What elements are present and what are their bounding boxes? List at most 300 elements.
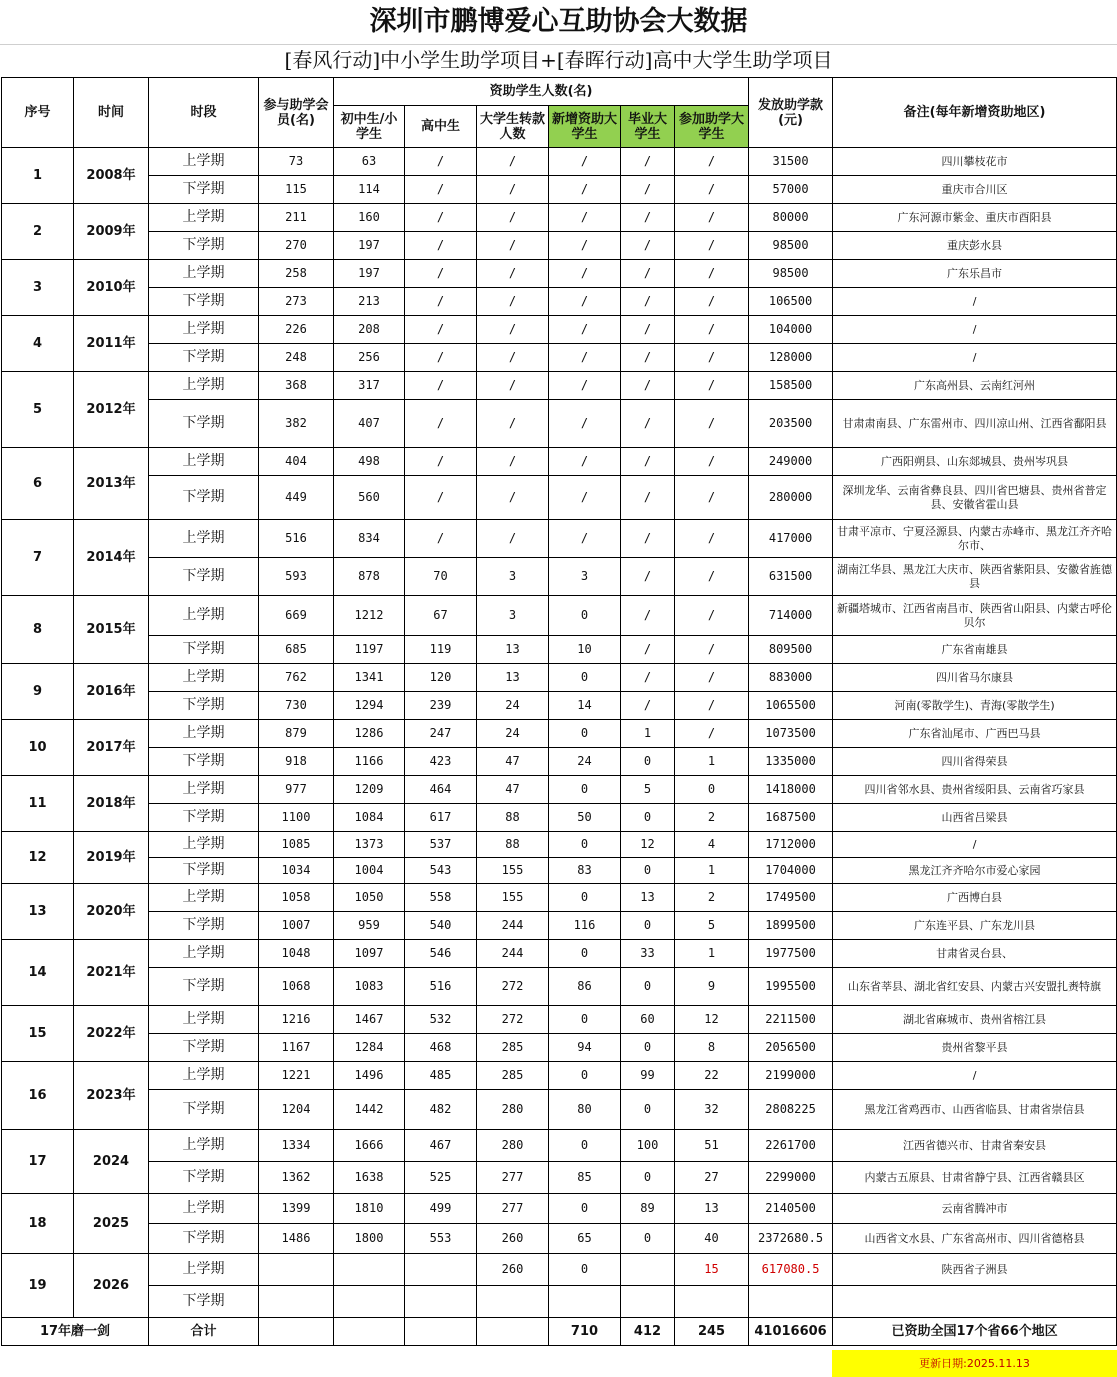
cell-high: 482 [405, 1090, 477, 1130]
updated-date: 更新日期:2025.11.13 [832, 1350, 1117, 1377]
table-row [2, 776, 1117, 804]
cell-index: 15 [2, 1006, 74, 1062]
cell-uni-transfer: 24 [477, 720, 549, 748]
cell-joined: / [675, 232, 749, 260]
cell-members: 73 [259, 148, 334, 176]
cell-new-uni: 3 [549, 558, 621, 596]
cell-primary: 1212 [334, 596, 405, 636]
cell-note: 重庆彭水县 [833, 232, 1117, 260]
table-row [2, 448, 1117, 476]
cell-high: 540 [405, 912, 477, 940]
cell-uni-transfer: 260 [477, 1224, 549, 1254]
cell-graduated: / [621, 372, 675, 400]
cell-graduated: / [621, 288, 675, 316]
table-row [2, 1062, 1117, 1090]
cell-period: 上学期 [149, 664, 259, 692]
cell-uni-transfer: 3 [477, 596, 549, 636]
cell-year: 2008年 [74, 148, 149, 204]
cell-members: 382 [259, 400, 334, 448]
cell-high: 516 [405, 968, 477, 1006]
cell-year: 2020年 [74, 884, 149, 940]
header-graduated: 毕业大学生 [621, 106, 675, 148]
cell-note: / [833, 288, 1117, 316]
cell-note: 四川省邻水县、贵州省绥阳县、云南省巧家县 [833, 776, 1117, 804]
cell-note: 贵州省黎平县 [833, 1034, 1117, 1062]
cell-joined: 9 [675, 968, 749, 1006]
cell-funds: 417000 [749, 520, 833, 558]
table-row [2, 1224, 1117, 1254]
cell-high: / [405, 476, 477, 520]
table-row [2, 596, 1117, 636]
cell-joined: / [675, 204, 749, 232]
cell-index: 11 [2, 776, 74, 832]
cell-year: 2019年 [74, 832, 149, 884]
cell-members: 115 [259, 176, 334, 204]
cell-uni-transfer: 260 [477, 1254, 549, 1286]
cell-new-uni: 0 [549, 1130, 621, 1162]
cell-primary: 208 [334, 316, 405, 344]
cell-note: 广东省南雄县 [833, 636, 1117, 664]
cell-primary: 197 [334, 232, 405, 260]
cell-high: 467 [405, 1130, 477, 1162]
cell-members: 1204 [259, 1090, 334, 1130]
cell-period: 上学期 [149, 260, 259, 288]
cell-year: 2023年 [74, 1062, 149, 1130]
cell-note: 广东省汕尾市、广西巴马县 [833, 720, 1117, 748]
cell-new-uni: / [549, 476, 621, 520]
table-row [2, 912, 1117, 940]
cell-funds: 1995500 [749, 968, 833, 1006]
cell-note: 江西省德兴市、甘肃省秦安县 [833, 1130, 1117, 1162]
cell-members: 1100 [259, 804, 334, 832]
cell-members: 273 [259, 288, 334, 316]
cell-graduated: / [621, 476, 675, 520]
cell-members [259, 1254, 334, 1286]
cell-new-uni: 86 [549, 968, 621, 1006]
cell-note: 内蒙古五原县、甘肃省静宁县、江西省赣县区 [833, 1162, 1117, 1194]
cell-high: 67 [405, 596, 477, 636]
cell-joined: 1 [675, 940, 749, 968]
cell-high [405, 1254, 477, 1286]
cell-note: 深圳龙华、云南省彝良县、四川省巴塘县、贵州省普定县、安徽省霍山县 [833, 476, 1117, 520]
cell-primary: 1442 [334, 1090, 405, 1130]
cell-funds: 80000 [749, 204, 833, 232]
cell-high: / [405, 400, 477, 448]
cell-joined: 32 [675, 1090, 749, 1130]
cell-year: 2021年 [74, 940, 149, 1006]
cell-period: 下学期 [149, 968, 259, 1006]
cell-members: 1034 [259, 858, 334, 884]
cell-uni-transfer: / [477, 448, 549, 476]
header-high: 高中生 [405, 106, 477, 148]
header-new-uni: 新增资助大学生 [549, 106, 621, 148]
cell-period: 上学期 [149, 148, 259, 176]
cell-high: 525 [405, 1162, 477, 1194]
cell-index: 1 [2, 148, 74, 204]
cell-graduated: 0 [621, 968, 675, 1006]
table-row [2, 804, 1117, 832]
cell-joined: / [675, 520, 749, 558]
cell-new-uni: 10 [549, 636, 621, 664]
cell-period: 下学期 [149, 1286, 259, 1318]
cell-high: 464 [405, 776, 477, 804]
cell-graduated: 60 [621, 1006, 675, 1034]
cell-uni-transfer: 88 [477, 804, 549, 832]
cell-joined: 1 [675, 748, 749, 776]
cell-funds: 1065500 [749, 692, 833, 720]
cell-members: 977 [259, 776, 334, 804]
cell-funds: 1418000 [749, 776, 833, 804]
cell-high: 119 [405, 636, 477, 664]
cell-primary: 498 [334, 448, 405, 476]
cell-joined: 2 [675, 804, 749, 832]
cell-graduated: 5 [621, 776, 675, 804]
cell-primary: 959 [334, 912, 405, 940]
cell-uni-transfer: / [477, 148, 549, 176]
header-uni-transfer: 大学生转款人数 [477, 106, 549, 148]
cell-note: 新疆塔城市、江西省南昌市、陕西省山阳县、内蒙古呼伦贝尔 [833, 596, 1117, 636]
cell-members: 1167 [259, 1034, 334, 1062]
cell-primary: 1197 [334, 636, 405, 664]
cell-graduated: 0 [621, 1034, 675, 1062]
cell-year: 2026 [74, 1254, 149, 1318]
cell-joined: / [675, 176, 749, 204]
table-row [2, 1034, 1117, 1062]
cell-primary: 560 [334, 476, 405, 520]
cell-year: 2014年 [74, 520, 149, 596]
cell-period: 下学期 [149, 288, 259, 316]
cell-members: 270 [259, 232, 334, 260]
cell-graduated: 13 [621, 884, 675, 912]
cell-period: 下学期 [149, 558, 259, 596]
cell-primary: 1209 [334, 776, 405, 804]
cell-period: 下学期 [149, 804, 259, 832]
table-row [2, 232, 1117, 260]
cell-new-uni: / [549, 316, 621, 344]
cell-note: 广东高州县、云南红河州 [833, 372, 1117, 400]
cell-high: / [405, 288, 477, 316]
cell-primary: 1496 [334, 1062, 405, 1090]
header-members: 参与助学会员(名) [259, 78, 334, 148]
cell-graduated: / [621, 664, 675, 692]
cell-note: / [833, 1062, 1117, 1090]
cell-index: 7 [2, 520, 74, 596]
cell-high: / [405, 316, 477, 344]
cell-uni-transfer: 47 [477, 776, 549, 804]
cell-period: 下学期 [149, 1162, 259, 1194]
cell-joined: 8 [675, 1034, 749, 1062]
cell-new-uni: / [549, 288, 621, 316]
cell-high: / [405, 232, 477, 260]
cell-uni-transfer: / [477, 520, 549, 558]
header-note: 备注(每年新增资助地区) [833, 78, 1117, 148]
cell-new-uni: / [549, 448, 621, 476]
cell-period: 下学期 [149, 476, 259, 520]
cell-high: 247 [405, 720, 477, 748]
total-row [2, 1318, 1117, 1346]
cell-period: 下学期 [149, 400, 259, 448]
cell-primary [334, 1254, 405, 1286]
table-row [2, 260, 1117, 288]
cell-funds: 2199000 [749, 1062, 833, 1090]
cell-period: 上学期 [149, 520, 259, 558]
cell-index: 5 [2, 372, 74, 448]
cell-uni-transfer [477, 1286, 549, 1318]
cell-primary: 63 [334, 148, 405, 176]
table-row [2, 372, 1117, 400]
cell-year: 2022年 [74, 1006, 149, 1062]
table-row [2, 558, 1117, 596]
cell-funds: 1749500 [749, 884, 833, 912]
cell-primary: 1373 [334, 832, 405, 858]
cell-primary: 114 [334, 176, 405, 204]
cell-joined: 13 [675, 1194, 749, 1224]
cell-primary: 160 [334, 204, 405, 232]
cell-joined: / [675, 476, 749, 520]
cell-new-uni: 0 [549, 596, 621, 636]
aid-statistics-table [1, 77, 1117, 1346]
cell-high: 120 [405, 664, 477, 692]
cell-graduated: / [621, 316, 675, 344]
cell-joined: / [675, 260, 749, 288]
total-sum-label: 合计 [149, 1318, 259, 1346]
cell-members: 248 [259, 344, 334, 372]
cell-funds: 2211500 [749, 1006, 833, 1034]
cell-note: 湖南江华县、黑龙江大庆市、陕西省紫阳县、安徽省旌德县 [833, 558, 1117, 596]
cell-joined: / [675, 316, 749, 344]
cell-index: 2 [2, 204, 74, 260]
cell-joined: / [675, 558, 749, 596]
header-students-group: 资助学生人数(名) [334, 78, 749, 106]
cell-graduated: / [621, 260, 675, 288]
table-row [2, 968, 1117, 1006]
cell-graduated: 12 [621, 832, 675, 858]
cell-graduated: 0 [621, 858, 675, 884]
cell-uni-transfer: / [477, 260, 549, 288]
cell-note: 陕西省子洲县 [833, 1254, 1117, 1286]
cell-graduated: 0 [621, 1090, 675, 1130]
cell-new-uni: 14 [549, 692, 621, 720]
cell-new-uni: / [549, 400, 621, 448]
cell-funds: 1977500 [749, 940, 833, 968]
table-row [2, 748, 1117, 776]
cell-primary: 317 [334, 372, 405, 400]
table-row [2, 884, 1117, 912]
cell-graduated: 0 [621, 1224, 675, 1254]
header-period: 时段 [149, 78, 259, 148]
cell-year: 2009年 [74, 204, 149, 260]
cell-index: 19 [2, 1254, 74, 1318]
cell-uni-transfer: 272 [477, 1006, 549, 1034]
cell-period: 上学期 [149, 940, 259, 968]
table-row [2, 344, 1117, 372]
cell-new-uni: / [549, 260, 621, 288]
cell-period: 下学期 [149, 748, 259, 776]
cell-graduated: 1 [621, 720, 675, 748]
cell-new-uni: 0 [549, 1062, 621, 1090]
cell-funds: 809500 [749, 636, 833, 664]
cell-primary: 1166 [334, 748, 405, 776]
cell-graduated: / [621, 692, 675, 720]
cell-year: 2024 [74, 1130, 149, 1194]
cell-high: / [405, 204, 477, 232]
cell-primary: 1800 [334, 1224, 405, 1254]
cell-funds: 2140500 [749, 1194, 833, 1224]
cell-period: 上学期 [149, 448, 259, 476]
cell-members: 1221 [259, 1062, 334, 1090]
cell-high: 553 [405, 1224, 477, 1254]
cell-uni-transfer: 88 [477, 832, 549, 858]
total-graduated: 412 [621, 1318, 675, 1346]
cell-note: 河南(零散学生)、青海(零散学生) [833, 692, 1117, 720]
table-row [2, 1254, 1117, 1286]
cell-new-uni: 83 [549, 858, 621, 884]
header-primary: 初中生/小学生 [334, 106, 405, 148]
cell-graduated: 0 [621, 804, 675, 832]
cell-high: 532 [405, 1006, 477, 1034]
cell-uni-transfer: 285 [477, 1034, 549, 1062]
table-row [2, 720, 1117, 748]
cell-index: 14 [2, 940, 74, 1006]
cell-funds: 98500 [749, 260, 833, 288]
cell-uni-transfer: / [477, 476, 549, 520]
cell-primary: 1284 [334, 1034, 405, 1062]
cell-funds: 714000 [749, 596, 833, 636]
cell-funds: 883000 [749, 664, 833, 692]
cell-funds: 1712000 [749, 832, 833, 858]
cell-graduated: / [621, 400, 675, 448]
cell-period: 下学期 [149, 176, 259, 204]
cell-members: 516 [259, 520, 334, 558]
cell-members: 211 [259, 204, 334, 232]
cell-index: 17 [2, 1130, 74, 1194]
cell-year: 2017年 [74, 720, 149, 776]
table-row [2, 858, 1117, 884]
cell-funds: 106500 [749, 288, 833, 316]
table-row [2, 1130, 1117, 1162]
cell-joined: 12 [675, 1006, 749, 1034]
cell-high: 468 [405, 1034, 477, 1062]
total-joined: 245 [675, 1318, 749, 1346]
cell-primary: 213 [334, 288, 405, 316]
header-time: 时间 [74, 78, 149, 148]
cell-note: / [833, 832, 1117, 858]
cell-uni-transfer: / [477, 400, 549, 448]
cell-year: 2013年 [74, 448, 149, 520]
table-row [2, 176, 1117, 204]
cell-new-uni: 0 [549, 884, 621, 912]
cell-members: 1048 [259, 940, 334, 968]
cell-period: 下学期 [149, 1224, 259, 1254]
page-subtitle: [春风行动]中小学生助学项目+[春晖行动]高中大学生助学项目 [284, 48, 833, 72]
cell-period: 上学期 [149, 832, 259, 858]
cell-index: 3 [2, 260, 74, 316]
cell-uni-transfer: 272 [477, 968, 549, 1006]
cell-uni-transfer: 47 [477, 748, 549, 776]
cell-high: / [405, 372, 477, 400]
cell-funds: 203500 [749, 400, 833, 448]
cell-members: 762 [259, 664, 334, 692]
table-row [2, 1162, 1117, 1194]
cell-uni-transfer: / [477, 232, 549, 260]
cell-funds: 1704000 [749, 858, 833, 884]
cell-graduated [621, 1286, 675, 1318]
table-row [2, 1286, 1117, 1318]
total-cell [259, 1318, 334, 1346]
cell-note: / [833, 344, 1117, 372]
cell-new-uni: 0 [549, 940, 621, 968]
cell-members: 593 [259, 558, 334, 596]
cell-year: 2015年 [74, 596, 149, 664]
cell-note: 广东河源市紫金、重庆市酉阳县 [833, 204, 1117, 232]
cell-period: 上学期 [149, 1254, 259, 1286]
cell-joined: 2 [675, 884, 749, 912]
table-row [2, 204, 1117, 232]
cell-uni-transfer: 13 [477, 664, 549, 692]
cell-funds: 98500 [749, 232, 833, 260]
cell-period: 下学期 [149, 692, 259, 720]
cell-period: 上学期 [149, 596, 259, 636]
cell-primary: 1286 [334, 720, 405, 748]
cell-index: 9 [2, 664, 74, 720]
cell-note: 广东连平县、广东龙川县 [833, 912, 1117, 940]
cell-period: 上学期 [149, 776, 259, 804]
cell-period: 下学期 [149, 232, 259, 260]
cell-uni-transfer: 244 [477, 912, 549, 940]
cell-new-uni: / [549, 204, 621, 232]
cell-funds: 631500 [749, 558, 833, 596]
total-new-uni: 710 [549, 1318, 621, 1346]
cell-funds: 249000 [749, 448, 833, 476]
cell-joined: 5 [675, 912, 749, 940]
cell-period: 下学期 [149, 858, 259, 884]
cell-uni-transfer: 285 [477, 1062, 549, 1090]
cell-high: / [405, 260, 477, 288]
cell-primary: 1467 [334, 1006, 405, 1034]
cell-graduated: 100 [621, 1130, 675, 1162]
cell-new-uni: 0 [549, 664, 621, 692]
cell-graduated: / [621, 148, 675, 176]
cell-members: 258 [259, 260, 334, 288]
cell-primary: 878 [334, 558, 405, 596]
cell-note: 湖北省麻城市、贵州省榕江县 [833, 1006, 1117, 1034]
cell-new-uni: 0 [549, 776, 621, 804]
cell-members: 1058 [259, 884, 334, 912]
cell-members: 730 [259, 692, 334, 720]
cell-joined: 51 [675, 1130, 749, 1162]
cell-funds: 280000 [749, 476, 833, 520]
cell-period: 下学期 [149, 912, 259, 940]
cell-funds: 2372680.5 [749, 1224, 833, 1254]
cell-index: 10 [2, 720, 74, 776]
cell-note: 甘肃省灵台县、 [833, 940, 1117, 968]
total-funds: 41016606 [749, 1318, 833, 1346]
cell-joined: / [675, 448, 749, 476]
cell-primary: 1666 [334, 1130, 405, 1162]
cell-index: 13 [2, 884, 74, 940]
cell-new-uni: / [549, 520, 621, 558]
cell-primary: 407 [334, 400, 405, 448]
cell-high: 499 [405, 1194, 477, 1224]
table-row [2, 288, 1117, 316]
cell-new-uni: / [549, 232, 621, 260]
table-row [2, 1090, 1117, 1130]
cell-members: 1007 [259, 912, 334, 940]
cell-uni-transfer: / [477, 204, 549, 232]
cell-high: 558 [405, 884, 477, 912]
cell-high: 617 [405, 804, 477, 832]
cell-joined: / [675, 344, 749, 372]
